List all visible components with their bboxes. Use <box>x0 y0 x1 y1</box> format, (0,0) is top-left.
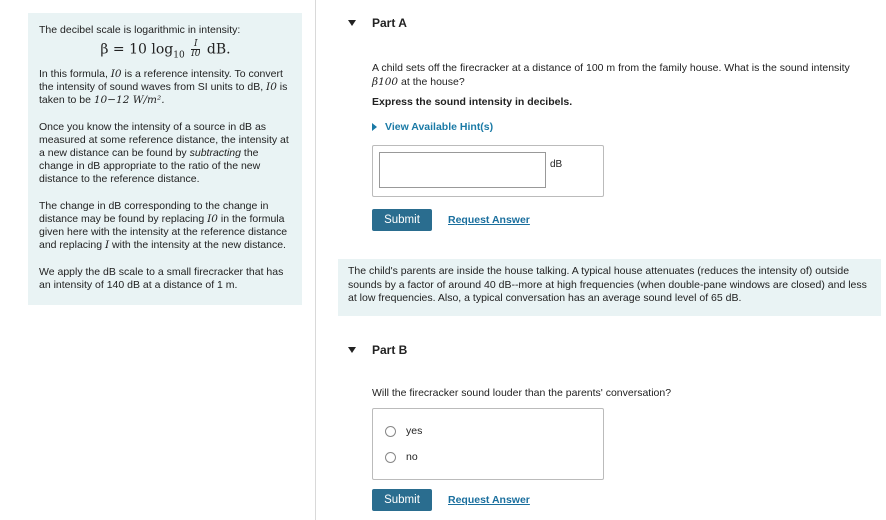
part-a-request-answer-link[interactable]: Request Answer <box>448 214 530 226</box>
paragraph-reference-intensity: In this formula, I0 is a reference intensity. To convert the intensity of sound waves from SI units to dB, I0 is taken to be 10−12 W/m². <box>39 68 288 107</box>
caret-right-icon <box>372 123 377 131</box>
context-box: The child's parents are inside the house talking. A typical house attenuates (reduces the intensity of) outside sounds by a factor of around 40 dB--more at high frequencies (when double-pane windows are closed) and less at low frequencies. Also, a typical conversation has an average sound level of 65 dB. <box>338 259 881 316</box>
choice-yes[interactable]: yes <box>385 425 422 437</box>
column-divider <box>315 0 316 520</box>
paragraph-change-in-db: The change in dB corresponding to the change in distance may be found by replacing I0 in the formula given here with the intensity at the reference distance and replacing I with the intensity at the new distance. <box>39 200 288 252</box>
sound-intensity-input[interactable] <box>379 152 546 188</box>
collapse-triangle-icon[interactable] <box>348 20 356 26</box>
part-a-instruction: Express the sound intensity in decibels. <box>372 96 573 108</box>
choice-no[interactable]: no <box>385 451 418 463</box>
paragraph-subtracting: Once you know the intensity of a source in dB as measured at some reference distance, the intensity at a new distance can be found by subtracting the change in dB appropriate to the ratio of the new distance to the reference distance. <box>39 121 289 186</box>
part-b-choices <box>372 408 604 480</box>
info-panel <box>28 13 302 305</box>
part-b-request-answer-link[interactable]: Request Answer <box>448 494 530 506</box>
part-a-title: Part A <box>372 16 407 30</box>
radio-no[interactable] <box>385 452 396 463</box>
decibel-formula: β = 10 $\log_{10}$ $\frac{I}{I0}$ dB. <box>100 39 231 61</box>
part-a-question: A child sets off the firecracker at a distance of 100 m from the family house. What is the sound intensity β100 at the house? <box>372 62 850 88</box>
collapse-triangle-icon[interactable] <box>348 347 356 353</box>
part-a-header[interactable] <box>348 13 407 33</box>
intro-text: The decibel scale is logarithmic in intensity: <box>39 24 241 36</box>
part-b-question: Will the firecracker sound louder than the parents' conversation? <box>372 387 672 399</box>
part-b-header[interactable] <box>348 340 407 360</box>
radio-yes[interactable] <box>385 426 396 437</box>
part-a-answer-box <box>372 145 604 197</box>
part-b-submit-button[interactable]: Submit <box>372 489 432 511</box>
paragraph-firecracker: We apply the dB scale to a small firecracker that has an intensity of 140 dB at a distance of 1 m. <box>39 266 284 292</box>
part-b-title: Part B <box>372 343 408 357</box>
part-a-submit-button[interactable]: Submit <box>372 209 432 231</box>
view-hints-link[interactable]: View Available Hint(s) <box>372 121 493 133</box>
formula-fraction: $\frac{I}{I0}$ <box>191 39 201 59</box>
unit-label: dB <box>550 159 563 170</box>
